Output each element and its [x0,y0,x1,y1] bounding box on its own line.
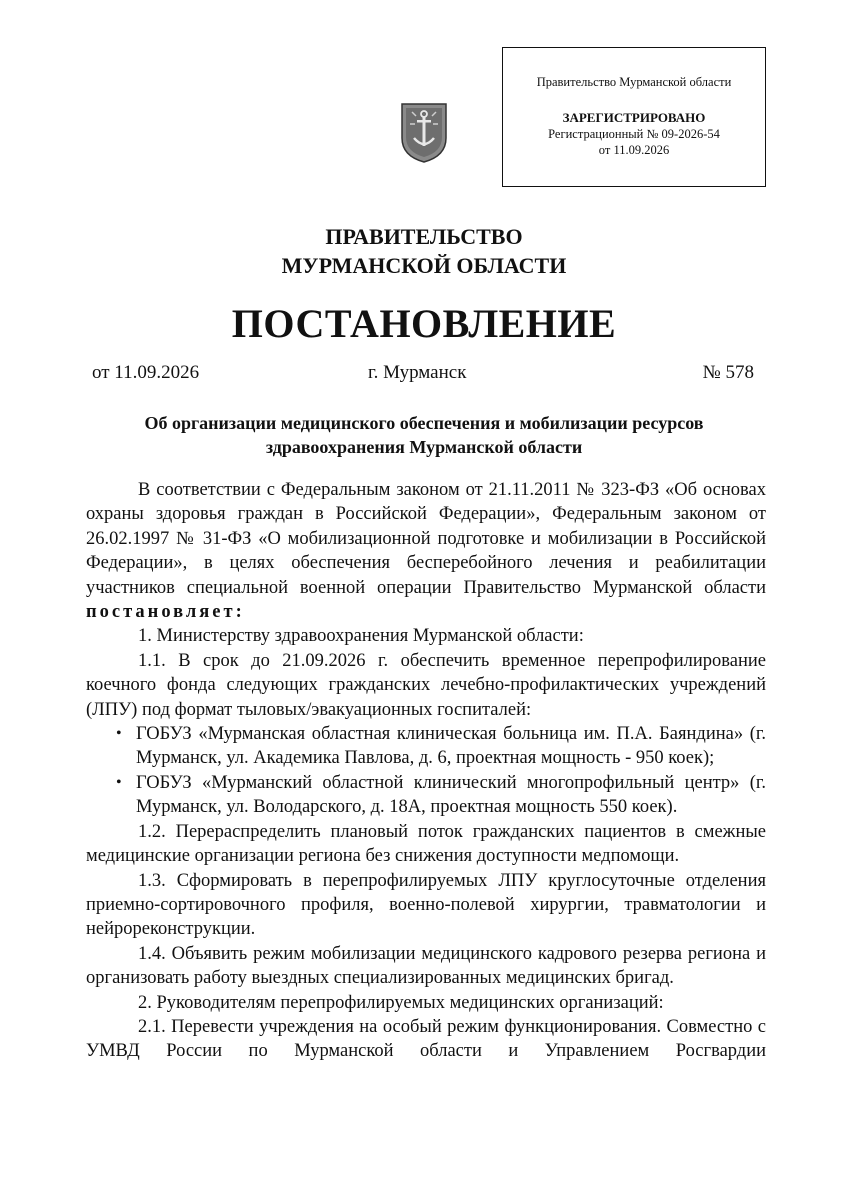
bullet-icon: • [116,773,122,791]
preamble-text: В соответствии с Федеральным законом от 21.11.2011 № 323-ФЗ «Об основах охраны здоровья граждан в Российской Федерации», Федеральным законом от 26.02.1997 № 31-ФЗ «О мобилизационной подготовке и мобилизации в Российской Федерации», в целях обеспечения бесперебойного лечения и реабилитации участников специальной военной операции Правительство Мурманской области [86,480,766,598]
coat-of-arms-icon [400,100,448,164]
document-date: от 11.09.2026 [92,362,200,383]
document-number: № 578 [702,362,754,383]
list-item-text: ГОБУЗ «Мурманская областная клиническая больница им. П.А. Баяндина» (г. Мурманск, ул. Академика Павлова, д. 6, проектная мощность - 950 коек); [136,724,766,769]
stamp-status: ЗАРЕГИСТРИРОВАНО [562,110,706,125]
document-type: ПОСТАНОВЛЕНИЕ [231,301,617,346]
government-name-line2: МУРМАНСКОЙ ОБЛАСТИ [281,253,567,278]
document-title-line2: здравоохранения Мурманской области [265,437,583,457]
list-item [86,722,766,771]
stamp-reg-number: Регистрационный № 09-2026-54 [548,127,720,141]
bullet-icon: • [116,725,122,743]
document-title-line1: Об организации медицинского обеспечения и мобилизации ресурсов [144,413,704,433]
decree-word: постановляет: [86,602,245,623]
hospital-list [86,722,766,820]
paragraph-1-4: 1.4. Объявить режим мобилизации медицинского кадрового резерва региона и организовать работу выездных специализированных медицинских бригад. [86,943,766,989]
paragraph-1: 1. Министерству здравоохранения Мурманской области: [138,626,584,647]
document-body [86,478,766,1064]
paragraph-1-2: 1.2. Перераспределить плановый поток гражданских пациентов в смежные медицинские организации региона без снижения доступности медпомощи. [86,821,766,867]
paragraph-1-3: 1.3. Сформировать в перепрофилируемых ЛПУ круглосуточные отделения приемно-сортировочного профиля, военно-полевой хирургии, травматологии и нейрореконструкции. [86,870,766,940]
paragraph-2-1: 2.1. Перевести учреждения на особый режим функционирования. Совместно с УМВД России по Мурманской области и Управлением Росгвардии [86,1016,766,1062]
paragraph-1-1: 1.1. В срок до 21.09.2026 г. обеспечить временное перепрофилирование коечного фонда следующих гражданских лечебно-профилактических учреждений (ЛПУ) под формат тыловых/эвакуационных госпиталей: [86,650,766,720]
paragraph-2: 2. Руководителям перепрофилируемых медицинских организаций: [138,992,664,1013]
document-city: г. Мурманск [368,362,467,383]
list-item-text: ГОБУЗ «Мурманский областной клинический многопрофильный центр» (г. Мурманск, ул. Володарского, д. 18А, проектная мощность 550 коек). [136,772,766,818]
stamp-reg-date: от 11.09.2026 [598,143,670,157]
preamble-paragraph [86,478,766,624]
stamp-organization: Правительство Мурманской области [536,75,732,89]
list-item [86,771,766,820]
registration-stamp [502,47,766,187]
government-name-line1: ПРАВИТЕЛЬСТВО [325,224,523,249]
